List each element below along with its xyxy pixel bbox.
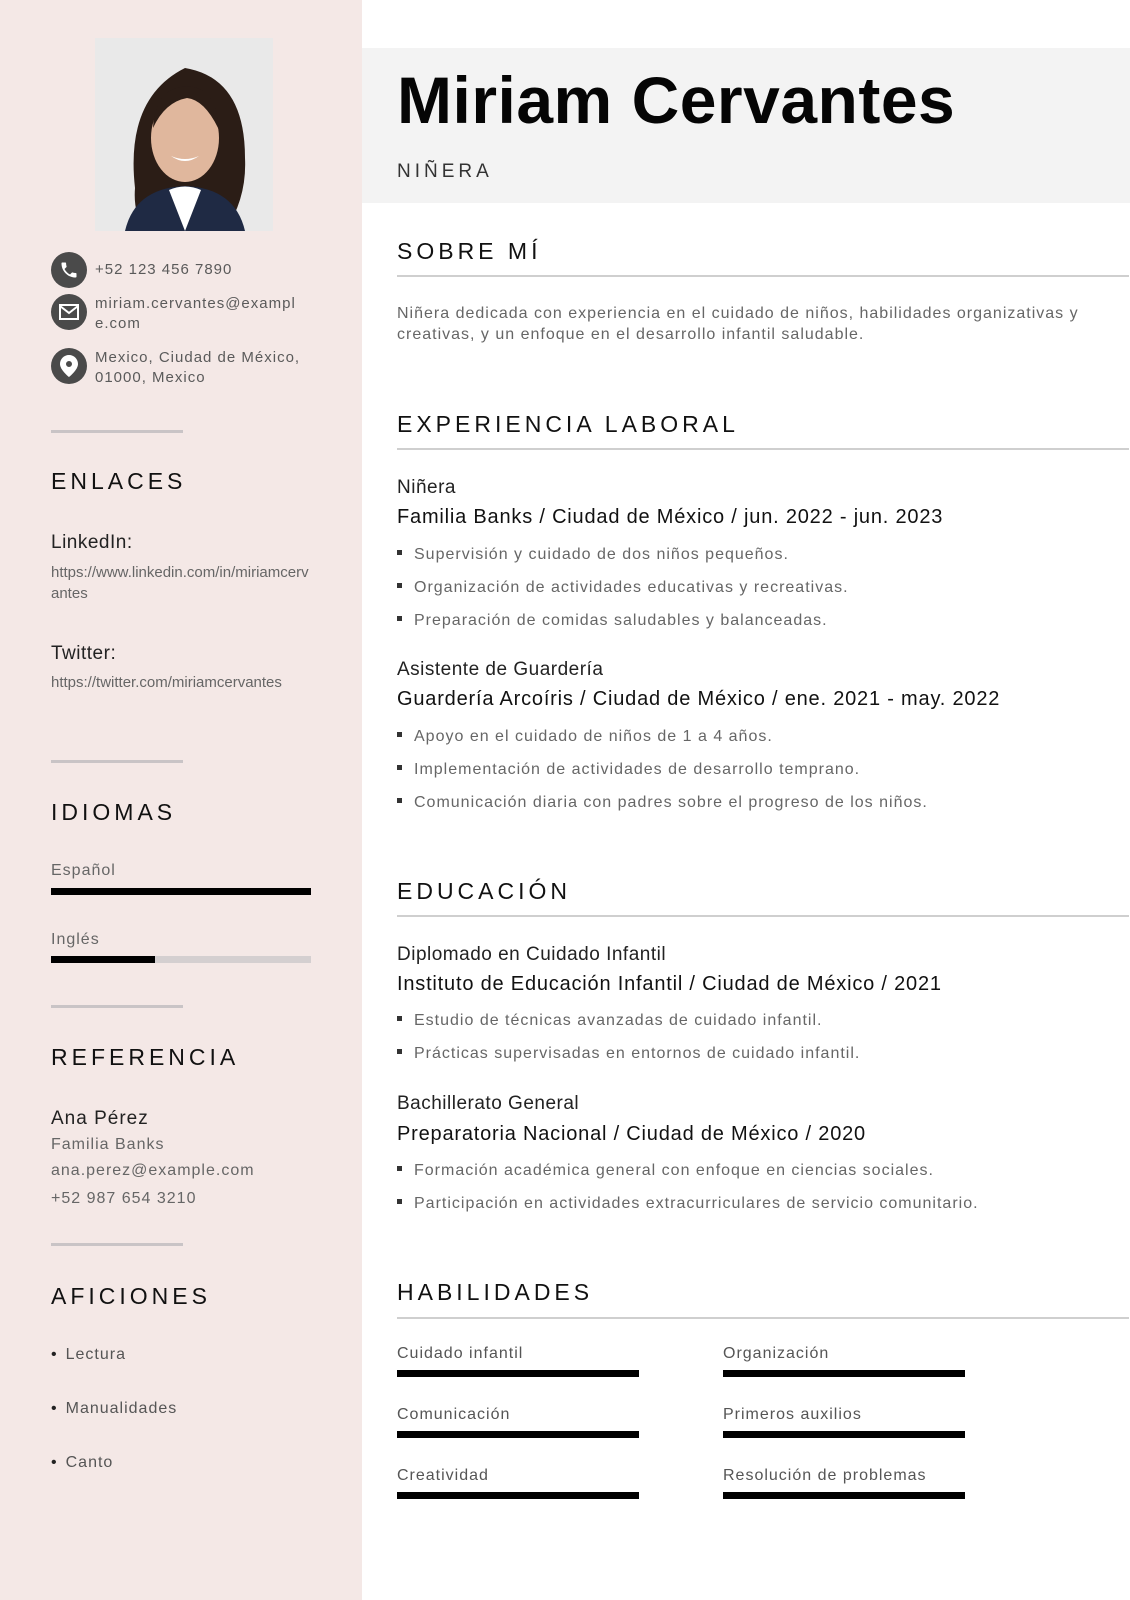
bullet-text: Estudio de técnicas avanzadas de cuidado infantil. — [414, 1012, 823, 1029]
hobby-item: • Manualidades — [51, 1400, 177, 1418]
reference-company: Familia Banks — [51, 1136, 165, 1153]
bullet-icon — [397, 798, 402, 803]
skill-label: Cuidado infantil — [397, 1345, 524, 1362]
section-rule — [397, 448, 1129, 450]
bullet-text: Implementación de actividades de desarrollo temprano. — [414, 761, 861, 778]
education-meta: Preparatoria Nacional / Ciudad de México / 2020 — [397, 1123, 866, 1145]
bullet-icon — [397, 765, 402, 770]
sidebar-divider — [51, 1243, 183, 1246]
language-level-fill — [51, 956, 155, 963]
reference-heading: REFERENCIA — [51, 1044, 240, 1070]
skill-level-fill — [723, 1370, 965, 1377]
bullet-text: Prácticas supervisadas en entornos de cuidado infantil. — [414, 1045, 861, 1062]
skills-heading: HABILIDADES — [397, 1279, 594, 1305]
bullet-icon — [397, 1016, 402, 1021]
language-english-bar — [51, 956, 311, 963]
page-title: Miriam Cervantes — [397, 63, 956, 137]
bullet-text: Preparación de comidas saludables y balanceadas. — [414, 612, 828, 629]
list-item — [397, 1162, 934, 1180]
list-item — [397, 1012, 822, 1030]
phone-icon — [51, 252, 87, 288]
language-english-label: Inglés — [51, 931, 100, 948]
skill-level-fill — [397, 1492, 639, 1499]
contact-address — [51, 348, 305, 388]
bullet-icon — [397, 1199, 402, 1204]
list-item — [397, 1195, 979, 1213]
bullet-text: Supervisión y cuidado de dos niños pequeños. — [414, 546, 789, 563]
bullet-text: Apoyo en el cuidado de niños de 1 a 4 años. — [414, 728, 773, 745]
links-heading: ENLACES — [51, 468, 187, 494]
bullet-text: Comunicación diaria con padres sobre el progreso de los niños. — [414, 794, 928, 811]
skill-label: Primeros auxilios — [723, 1406, 862, 1423]
hobby-item: • Lectura — [51, 1346, 126, 1364]
list-item — [397, 612, 828, 630]
skill-bar — [723, 1370, 965, 1377]
hobbies-heading: AFICIONES — [51, 1283, 211, 1309]
skill-label: Comunicación — [397, 1406, 511, 1423]
section-rule — [397, 915, 1129, 917]
phone-text: +52 123 456 7890 — [95, 261, 233, 278]
bullet-icon — [397, 616, 402, 621]
sidebar-divider — [51, 1005, 183, 1008]
about-text: Niñera dedicada con experiencia en el cuidado de niños, habilidades organizativas y creativas, y un enfoque en el desarrollo infantil saludable. — [397, 305, 1079, 343]
bullet-icon — [397, 1049, 402, 1054]
about-heading: SOBRE MÍ — [397, 238, 542, 264]
contact-phone — [51, 252, 305, 288]
skill-bar — [723, 1492, 965, 1499]
job-meta: Guardería Arcoíris / Ciudad de México / ene. 2021 - may. 2022 — [397, 688, 1001, 710]
skill-bar — [723, 1431, 965, 1438]
skill-bar — [397, 1492, 639, 1499]
sidebar-divider — [51, 760, 183, 763]
address-text: Mexico, Ciudad de México, 01000, Mexico — [95, 349, 301, 386]
reference-email: ana.perez@example.com — [51, 1162, 255, 1179]
section-rule — [397, 275, 1129, 277]
skill-label: Creatividad — [397, 1467, 489, 1484]
education-title: Bachillerato General — [397, 1093, 580, 1114]
job-title: Asistente de Guardería — [397, 659, 604, 680]
list-item — [397, 794, 928, 812]
mail-icon — [51, 294, 87, 330]
hobby-item: • Canto — [51, 1454, 113, 1472]
skill-level-fill — [723, 1492, 965, 1499]
job-title: Niñera — [397, 477, 456, 498]
language-spanish-label: Español — [51, 862, 116, 879]
languages-heading: IDIOMAS — [51, 799, 177, 825]
list-item — [397, 579, 849, 597]
bullet-icon — [397, 550, 402, 555]
education-meta: Instituto de Educación Infantil / Ciudad de México / 2021 — [397, 973, 942, 995]
reference-phone: +52 987 654 3210 — [51, 1190, 197, 1207]
profile-photo — [95, 38, 273, 231]
skill-level-fill — [723, 1431, 965, 1438]
job-role: NIÑERA — [397, 161, 493, 182]
skill-label: Organización — [723, 1345, 830, 1362]
education-heading: EDUCACIÓN — [397, 878, 572, 904]
location-pin-icon — [51, 348, 87, 384]
language-spanish-bar — [51, 888, 311, 895]
list-item — [397, 546, 789, 564]
contact-email — [51, 294, 305, 334]
list-item — [397, 761, 860, 779]
sidebar-divider — [51, 430, 183, 433]
list-item — [397, 728, 773, 746]
language-level-fill — [51, 888, 311, 895]
reference-name: Ana Pérez — [51, 1108, 149, 1129]
education-title: Diplomado en Cuidado Infantil — [397, 944, 667, 965]
skill-bar — [397, 1370, 639, 1377]
bullet-icon — [397, 1166, 402, 1171]
bullet-text: Formación académica general con enfoque en ciencias sociales. — [414, 1162, 934, 1179]
skill-level-fill — [397, 1370, 639, 1377]
skill-level-fill — [397, 1431, 639, 1438]
email-text: miriam.cervantes@example.com — [95, 295, 296, 332]
linkedin-url[interactable]: https://www.linkedin.com/in/miriamcervantes — [51, 564, 309, 602]
bullet-icon — [397, 583, 402, 588]
bullet-text: Participación en actividades extracurriculares de servicio comunitario. — [414, 1195, 979, 1212]
job-meta: Familia Banks / Ciudad de México / jun. 2022 - jun. 2023 — [397, 506, 944, 528]
skill-label: Resolución de problemas — [723, 1467, 927, 1484]
twitter-url[interactable]: https://twitter.com/miriamcervantes — [51, 674, 282, 691]
linkedin-label: LinkedIn: — [51, 532, 133, 553]
experience-heading: EXPERIENCIA LABORAL — [397, 411, 739, 437]
bullet-text: Organización de actividades educativas y recreativas. — [414, 579, 849, 596]
section-rule — [397, 1317, 1129, 1319]
bullet-icon — [397, 732, 402, 737]
twitter-label: Twitter: — [51, 643, 117, 664]
skill-bar — [397, 1431, 639, 1438]
list-item — [397, 1045, 860, 1063]
